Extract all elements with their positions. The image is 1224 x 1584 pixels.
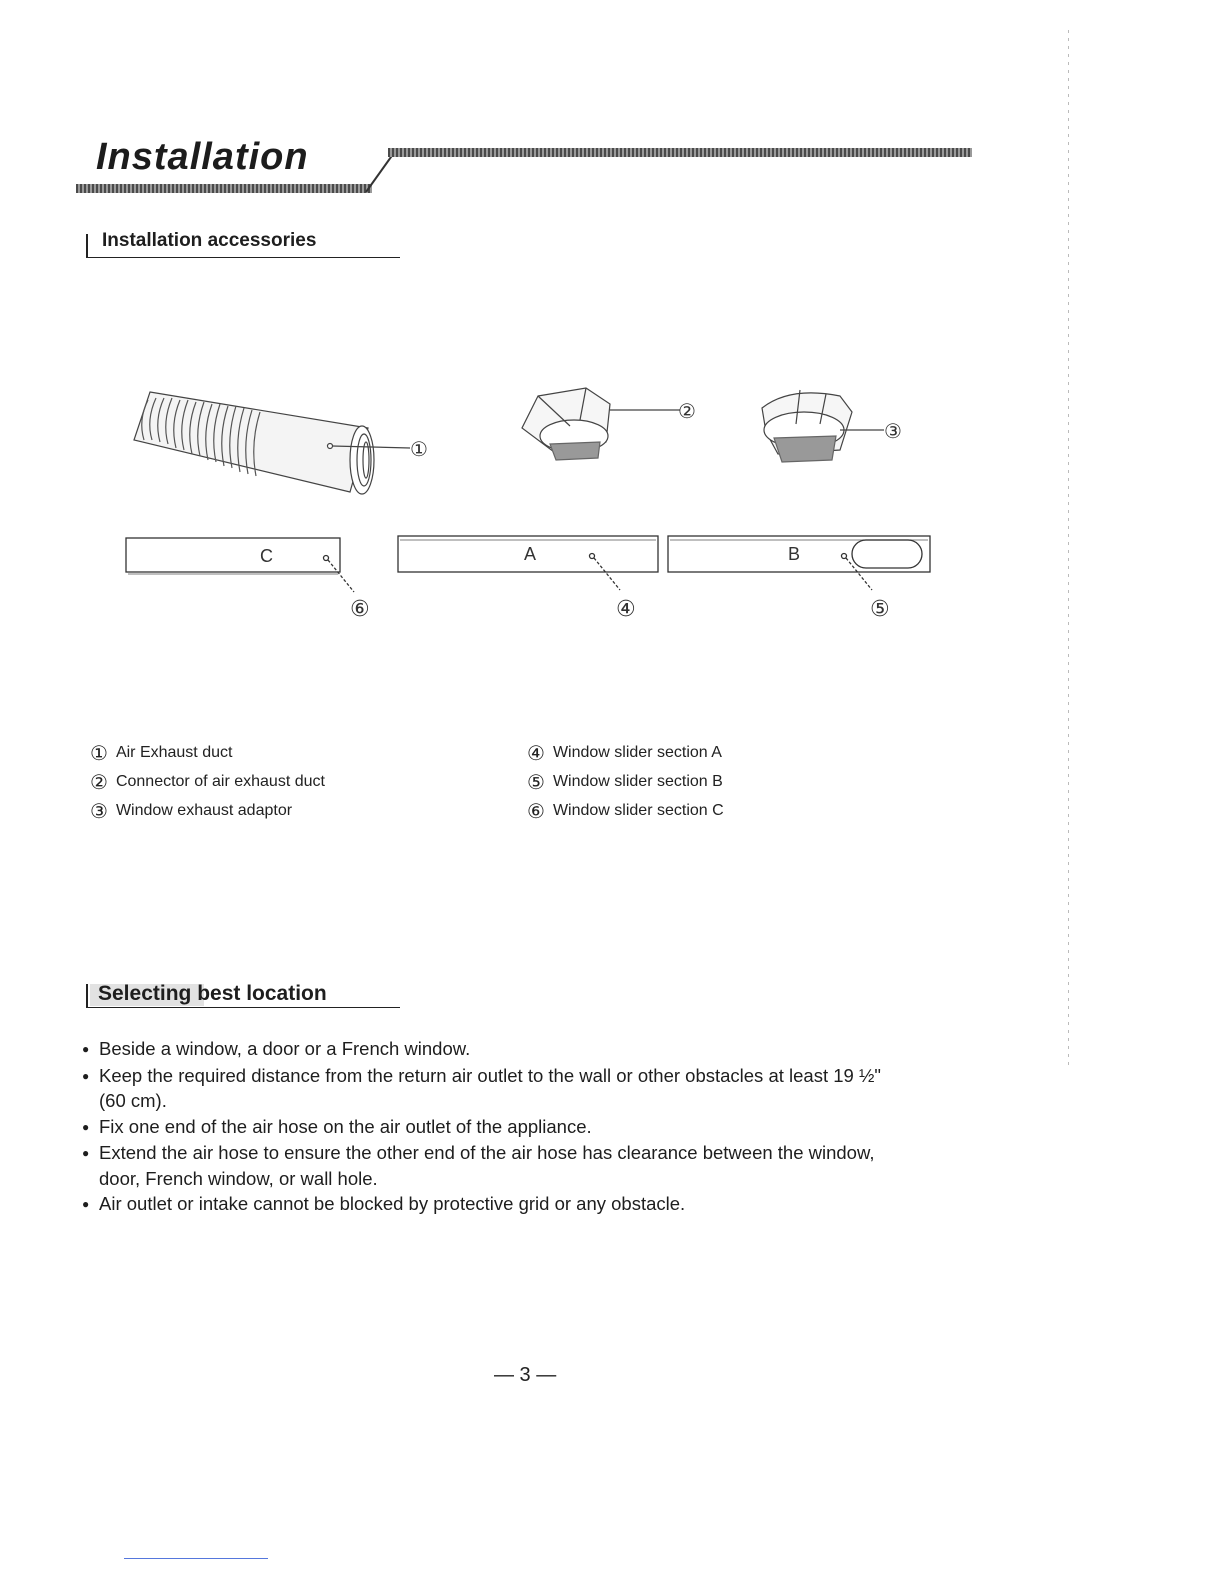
accessories-diagram [110, 380, 950, 630]
legend-text: Connector of air exhaust duct [115, 772, 325, 790]
section-marker [86, 984, 88, 1008]
legend-number: ⑤ [527, 769, 545, 794]
scan-margin-line [1068, 30, 1069, 1070]
legend-item [527, 767, 857, 796]
callout-3: ③ [884, 419, 902, 443]
window-slider-c [126, 538, 354, 592]
list-item: ● Extend the air hose to ensure the other end of the air hose has clearance between the window, door, French window, or wall hole. [82, 1140, 882, 1191]
legend-number: ⑥ [527, 798, 545, 823]
slider-label-b: B [788, 544, 801, 564]
connector-illustration [522, 388, 680, 460]
bullet-text: Extend the air hose to ensure the other end of the air hose has clearance between the window, door, French window, or wall hole. [99, 1142, 875, 1189]
legend-text: Window slider section C [552, 801, 724, 819]
legend-item [527, 796, 857, 825]
callout-4: ④ [616, 597, 636, 622]
air-exhaust-duct-illustration [134, 392, 410, 494]
section-heading-accessories: Installation accessories [102, 230, 317, 251]
page-title: Installation [96, 136, 309, 178]
footer-rule [124, 1558, 268, 1559]
title-rule-right [388, 148, 972, 157]
callout-2: ② [678, 399, 696, 423]
legend-item [90, 796, 420, 825]
legend-number: ② [90, 769, 108, 794]
location-bullet-list [82, 1036, 882, 1218]
list-item: ● Beside a window, a door or a French window. [82, 1036, 882, 1063]
legend-item [90, 738, 420, 767]
bullet-text: Fix one end of the air hose on the air outlet of the appliance. [99, 1115, 592, 1137]
bullet-text: Beside a window, a door or a French window. [99, 1038, 471, 1059]
callout-5: ⑤ [870, 597, 890, 622]
legend-text: Window slider section A [552, 743, 722, 761]
legend-item [527, 738, 857, 767]
section-underline [86, 257, 400, 258]
list-item: ● Fix one end of the air hose on the air outlet of the appliance. [82, 1114, 882, 1141]
section-marker [86, 234, 88, 258]
page-number: — 3 — [494, 1364, 557, 1386]
callout-6: ⑥ [350, 597, 370, 622]
list-item: ● Keep the required distance from the return air outlet to the wall or other obstacles at least 19 ½" (60 cm). [82, 1063, 882, 1114]
legend-text: Window slider section B [552, 772, 723, 790]
section-underline [86, 1007, 400, 1008]
legend-number: ③ [90, 798, 108, 823]
list-item: ● Air outlet or intake cannot be blocked by protective grid or any obstacle. [82, 1191, 882, 1218]
legend-text: Window exhaust adaptor [115, 801, 293, 819]
bullet-text: Air outlet or intake cannot be blocked by protective grid or any obstacle. [99, 1193, 686, 1214]
section-heading-location: Selecting best location [98, 982, 327, 1005]
legend-item [90, 767, 420, 796]
legend-number: ④ [527, 740, 545, 765]
legend-number: ① [90, 740, 108, 765]
title-rule-left [76, 184, 372, 193]
slider-label-c: C [260, 546, 273, 566]
window-exhaust-adaptor-illustration [762, 390, 884, 462]
legend-left [90, 738, 420, 825]
slider-label-a: A [524, 544, 537, 564]
callout-1: ① [410, 437, 428, 461]
bullet-text: Keep the required distance from the return air outlet to the wall or other obstacles at least 19 ½" (60 cm). [99, 1064, 881, 1111]
legend-text: Air Exhaust duct [115, 743, 233, 761]
legend-right [527, 738, 857, 825]
